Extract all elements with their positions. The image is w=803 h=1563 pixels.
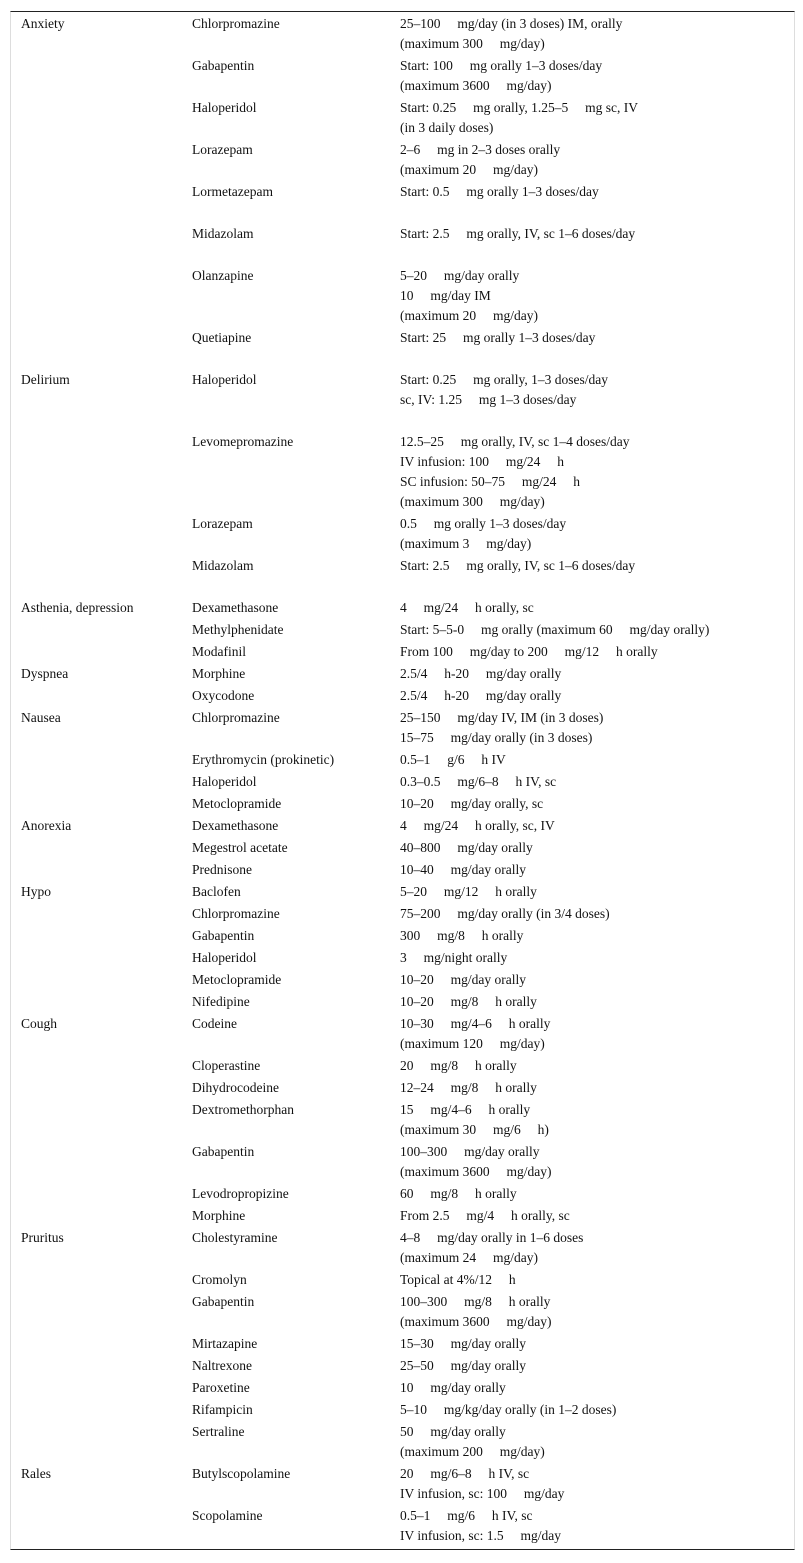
table-row — [11, 1269, 794, 1291]
drug-cell: Nifedipine — [192, 994, 250, 1009]
table-row — [11, 431, 794, 513]
table-row — [11, 1205, 794, 1227]
drug-cell: Midazolam — [192, 226, 254, 241]
table-row — [11, 793, 794, 815]
condition-cell: Rales — [21, 1466, 51, 1481]
condition-cell — [11, 1292, 192, 1332]
dose-cell: 2.5/4 h-20 mg/day orally — [400, 688, 562, 703]
table-row — [11, 947, 794, 969]
drug-cell: Oxycodone — [192, 688, 255, 703]
table-row — [11, 663, 794, 685]
condition-cell — [11, 1356, 192, 1376]
drug-cell: Prednisone — [192, 862, 252, 877]
condition-cell — [11, 182, 192, 222]
condition-cell — [11, 1078, 192, 1098]
drug-cell: Mirtazapine — [192, 1336, 258, 1351]
condition-cell — [11, 642, 192, 662]
table-row — [11, 513, 794, 555]
drug-cell: Lorazepam — [192, 516, 253, 531]
drug-cell: Chlorpromazine — [192, 906, 280, 921]
table-row — [11, 97, 794, 139]
dose-cell: Topical at 4%/12 h — [400, 1272, 516, 1287]
table-row — [11, 139, 794, 181]
dose-cell: Start: 0.25 mg orally, 1.25–5 mg sc, IV (in 3 daily doses) — [400, 100, 638, 135]
condition-cell — [11, 970, 192, 990]
condition-cell — [11, 98, 192, 138]
table-row — [11, 1333, 794, 1355]
drug-cell: Sertraline — [192, 1424, 245, 1439]
condition-cell — [11, 1100, 192, 1140]
dose-cell: 2–6 mg in 2–3 doses orally (maximum 20 mg/day) — [400, 142, 561, 177]
table-row — [11, 369, 794, 431]
table-row — [11, 903, 794, 925]
dose-cell: 12–24 mg/8 h orally — [400, 1080, 537, 1095]
dose-cell: 0.5 mg orally 1–3 doses/day (maximum 3 mg/day) — [400, 516, 567, 551]
dose-cell: 15–30 mg/day orally — [400, 1336, 526, 1351]
dose-cell: 10–20 mg/8 h orally — [400, 994, 537, 1009]
drug-cell: Butylscopolamine — [192, 1466, 291, 1481]
dose-cell: 10–20 mg/day orally, sc — [400, 796, 544, 811]
table-row — [11, 707, 794, 749]
drug-cell: Baclofen — [192, 884, 241, 899]
table-row — [11, 991, 794, 1013]
table-row — [11, 1421, 794, 1463]
drug-cell: Lorazepam — [192, 142, 253, 157]
table-row — [11, 1055, 794, 1077]
drug-cell: Codeine — [192, 1016, 237, 1031]
condition-cell: Cough — [21, 1016, 58, 1031]
table-row — [11, 1399, 794, 1421]
dose-cell: 25–150 mg/day IV, IM (in 3 doses) 15–75 mg/day orally (in 3 doses) — [400, 710, 604, 745]
condition-cell — [11, 1400, 192, 1420]
dose-cell: 100–300 mg/8 h orally (maximum 3600 mg/day) — [400, 1294, 552, 1329]
dose-cell: 5–10 mg/kg/day orally (in 1–2 doses) — [400, 1402, 617, 1417]
condition-cell — [11, 514, 192, 554]
table-row — [11, 555, 794, 597]
condition-cell — [11, 926, 192, 946]
condition-cell — [11, 750, 192, 770]
table-row — [11, 881, 794, 903]
dose-cell: 60 mg/8 h orally — [400, 1186, 517, 1201]
condition-cell — [11, 1422, 192, 1462]
drug-cell: Dihydrocodeine — [192, 1080, 279, 1095]
drug-cell: Morphine — [192, 1208, 246, 1223]
table-row — [11, 13, 794, 55]
dose-cell: 10 mg/day orally — [400, 1380, 506, 1395]
dose-cell: 0.5–1 g/6 h IV — [400, 752, 506, 767]
drug-cell: Gabapentin — [192, 928, 255, 943]
dose-cell: 10–40 mg/day orally — [400, 862, 526, 877]
drug-cell: Levodropropizine — [192, 1186, 289, 1201]
table-row — [11, 749, 794, 771]
dose-cell: 4 mg/24 h orally, sc — [400, 600, 534, 615]
dose-cell: 0.5–1 mg/6 h IV, sc IV infusion, sc: 1.5 mg/day — [400, 1508, 561, 1543]
table-row — [11, 327, 794, 369]
condition-cell — [11, 224, 192, 264]
dose-cell: 20 mg/8 h orally — [400, 1058, 517, 1073]
drug-cell: Rifampicin — [192, 1402, 253, 1417]
table-row — [11, 1141, 794, 1183]
table-row — [11, 815, 794, 837]
condition-cell — [11, 794, 192, 814]
condition-cell — [11, 686, 192, 706]
condition-cell — [11, 328, 192, 368]
drug-cell: Midazolam — [192, 558, 254, 573]
dose-cell: 10–20 mg/day orally — [400, 972, 526, 987]
dose-cell: Start: 2.5 mg orally, IV, sc 1–6 doses/day — [400, 558, 636, 573]
drug-cell: Lormetazepam — [192, 184, 273, 199]
drug-cell: Megestrol acetate — [192, 840, 288, 855]
table-row — [11, 771, 794, 793]
table-row — [11, 265, 794, 327]
condition-cell — [11, 266, 192, 326]
drug-cell: Cholestyramine — [192, 1230, 278, 1245]
condition-cell — [11, 772, 192, 792]
condition-cell — [11, 992, 192, 1012]
condition-cell: Anxiety — [21, 16, 65, 31]
table-row — [11, 969, 794, 991]
condition-cell — [11, 1206, 192, 1226]
condition-cell — [11, 1506, 192, 1546]
table-row — [11, 1355, 794, 1377]
table-row — [11, 619, 794, 641]
dose-cell: 25–50 mg/day orally — [400, 1358, 526, 1373]
drug-cell: Haloperidol — [192, 372, 257, 387]
table-row — [11, 1463, 794, 1505]
condition-cell: Asthenia, depression — [21, 600, 134, 615]
dose-cell: 3 mg/night orally — [400, 950, 508, 965]
dose-cell: 5–20 mg/12 h orally — [400, 884, 537, 899]
condition-cell: Nausea — [21, 710, 61, 725]
dose-cell: Start: 0.5 mg orally 1–3 doses/day — [400, 184, 599, 199]
drug-cell: Cromolyn — [192, 1272, 247, 1287]
drug-cell: Dexamethasone — [192, 600, 279, 615]
drug-cell: Metoclopramide — [192, 796, 282, 811]
dosage-table — [10, 11, 795, 1550]
dose-cell: From 100 mg/day to 200 mg/12 h orally — [400, 644, 658, 659]
table-row — [11, 1013, 794, 1055]
drug-cell: Erythromycin (prokinetic) — [192, 752, 335, 767]
drug-cell: Olanzapine — [192, 268, 254, 283]
dose-cell: 2.5/4 h-20 mg/day orally — [400, 666, 562, 681]
drug-cell: Metoclopramide — [192, 972, 282, 987]
dose-cell: Start: 2.5 mg orally, IV, sc 1–6 doses/day — [400, 226, 636, 241]
dose-cell: 40–800 mg/day orally — [400, 840, 533, 855]
condition-cell — [11, 1142, 192, 1182]
condition-cell — [11, 904, 192, 924]
dose-cell: 5–20 mg/day orally 10 mg/day IM (maximum 20 mg/day) — [400, 268, 538, 323]
condition-cell: Delirium — [21, 372, 70, 387]
condition-cell: Pruritus — [21, 1230, 64, 1245]
condition-cell — [11, 1334, 192, 1354]
condition-cell — [11, 432, 192, 512]
dose-cell: 50 mg/day orally (maximum 200 mg/day) — [400, 1424, 545, 1459]
drug-cell: Chlorpromazine — [192, 710, 280, 725]
drug-cell: Haloperidol — [192, 950, 257, 965]
drug-cell: Quetiapine — [192, 330, 252, 345]
table-row — [11, 1227, 794, 1269]
condition-cell — [11, 556, 192, 596]
dose-cell: 75–200 mg/day orally (in 3/4 doses) — [400, 906, 610, 921]
drug-cell: Cloperastine — [192, 1058, 261, 1073]
dose-cell: 12.5–25 mg orally, IV, sc 1–4 doses/day IV infusion: 100 mg/24 h SC infusion: 50–75 mg/24 h (maximum 300 mg/day) — [400, 434, 630, 509]
dose-cell: 4–8 mg/day orally in 1–6 doses (maximum 24 mg/day) — [400, 1230, 584, 1265]
table-row — [11, 597, 794, 619]
drug-cell: Gabapentin — [192, 1144, 255, 1159]
table-row — [11, 55, 794, 97]
condition-cell: Hypo — [21, 884, 51, 899]
table-row — [11, 1505, 794, 1547]
condition-cell — [11, 620, 192, 640]
table-row — [11, 223, 794, 265]
drug-cell: Paroxetine — [192, 1380, 250, 1395]
drug-cell: Naltrexone — [192, 1358, 252, 1373]
table-row — [11, 685, 794, 707]
dose-cell: 15 mg/4–6 h orally (maximum 30 mg/6 h) — [400, 1102, 549, 1137]
table-row — [11, 859, 794, 881]
dose-cell: 10–30 mg/4–6 h orally (maximum 120 mg/day) — [400, 1016, 551, 1051]
dose-cell: 0.3–0.5 mg/6–8 h IV, sc — [400, 774, 557, 789]
condition-cell — [11, 140, 192, 180]
condition-cell — [11, 1056, 192, 1076]
drug-cell: Levomepromazine — [192, 434, 294, 449]
drug-cell: Dexamethasone — [192, 818, 279, 833]
table-row — [11, 925, 794, 947]
table-row — [11, 837, 794, 859]
drug-cell: Methylphenidate — [192, 622, 284, 637]
drug-cell: Modafinil — [192, 644, 246, 659]
table-row — [11, 1377, 794, 1399]
table-row — [11, 1183, 794, 1205]
condition-cell — [11, 838, 192, 858]
table-row — [11, 1077, 794, 1099]
table-row — [11, 1099, 794, 1141]
drug-cell: Haloperidol — [192, 100, 257, 115]
table-row — [11, 1291, 794, 1333]
drug-cell: Haloperidol — [192, 774, 257, 789]
condition-cell — [11, 1270, 192, 1290]
table-row — [11, 641, 794, 663]
dose-cell: Start: 100 mg orally 1–3 doses/day (maximum 3600 mg/day) — [400, 58, 603, 93]
dose-cell: Start: 25 mg orally 1–3 doses/day — [400, 330, 596, 345]
dose-cell: 4 mg/24 h orally, sc, IV — [400, 818, 555, 833]
table-row — [11, 181, 794, 223]
dose-cell: From 2.5 mg/4 h orally, sc — [400, 1208, 570, 1223]
drug-cell: Chlorpromazine — [192, 16, 280, 31]
dose-cell: 25–100 mg/day (in 3 doses) IM, orally (maximum 300 mg/day) — [400, 16, 623, 51]
condition-cell: Anorexia — [21, 818, 72, 833]
condition-cell — [11, 1378, 192, 1398]
drug-cell: Dextromethorphan — [192, 1102, 294, 1117]
dose-cell: 20 mg/6–8 h IV, sc IV infusion, sc: 100 mg/day — [400, 1466, 565, 1501]
condition-cell — [11, 860, 192, 880]
condition-cell: Dyspnea — [21, 666, 69, 681]
dose-cell: 300 mg/8 h orally — [400, 928, 524, 943]
dose-cell: Start: 0.25 mg orally, 1–3 doses/day sc, IV: 1.25 mg 1–3 doses/day — [400, 372, 608, 407]
drug-cell: Gabapentin — [192, 58, 255, 73]
dose-cell: 100–300 mg/day orally (maximum 3600 mg/day) — [400, 1144, 552, 1179]
drug-cell: Morphine — [192, 666, 246, 681]
drug-cell: Gabapentin — [192, 1294, 255, 1309]
dose-cell: Start: 5–5-0 mg orally (maximum 60 mg/day orally) — [400, 622, 710, 637]
condition-cell — [11, 1184, 192, 1204]
condition-cell — [11, 56, 192, 96]
condition-cell — [11, 948, 192, 968]
drug-cell: Scopolamine — [192, 1508, 263, 1523]
